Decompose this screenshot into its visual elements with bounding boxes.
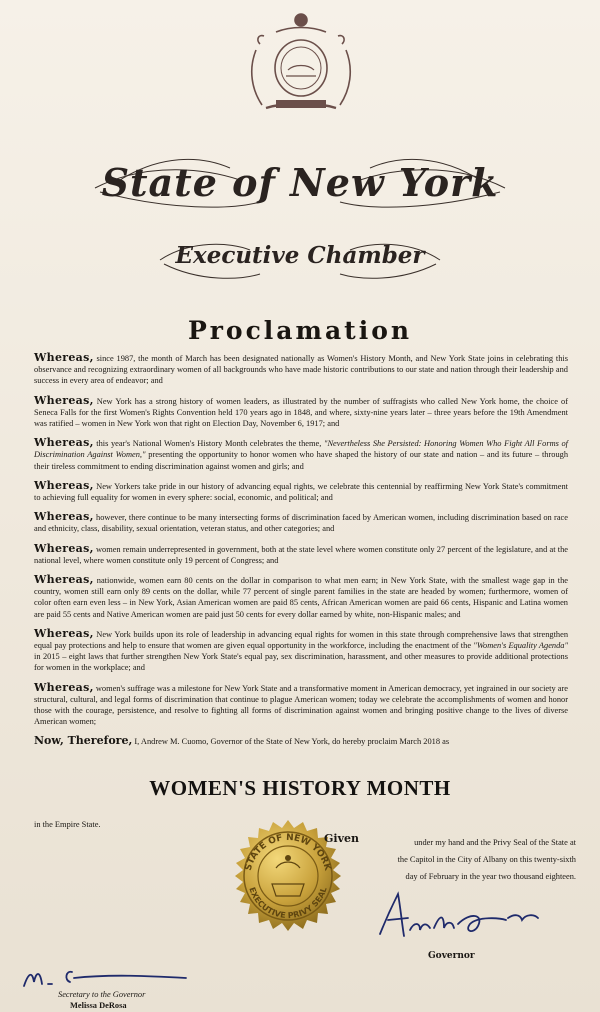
state-of-new-york-heading	[90, 150, 510, 220]
whereas-text: this year's National Women's History Month celebrates the theme,	[96, 439, 322, 449]
now-therefore-text: I, Andrew M. Cuomo, Governor of the State of New York, do hereby proclaim March 2018 as	[134, 737, 450, 747]
whereas-lead: Whereas,	[34, 541, 94, 555]
whereas-lead: Whereas,	[34, 478, 94, 492]
whereas-text: in 2015 – eight laws that further strengthen New York State's equal pay, sex discrimination, harassment, and other measures to provide additional protections for women in the workplace; and	[34, 652, 568, 673]
whereas-text: women's suffrage was a milestone for New York State and a transformative moment in American democracy, yet ingrained in our society are structural, cultural, and legal forms of discrimination that continue to plague American women; today we celebrate the accomplishments of women and honor those with the courage, persistence, and resolve to fighting all forms of discrimination against women and bringing positive change to the lives of diverse American women;	[34, 683, 569, 727]
whereas-text: however, there continue to be many intersecting forms of discrimination faced by American women, including discrimination based on race and ethnicity, class, disability, sexual orientation, veteran status, and other categories; and	[34, 513, 568, 534]
document-type-title: Proclamation	[187, 316, 413, 345]
seal-top-text: STATE OF NEW YORK	[243, 832, 333, 872]
whereas-paragraph	[34, 543, 568, 566]
agenda-emphasis: "Women's Equality Agenda"	[473, 641, 569, 651]
theme-emphasis: "Nevertheless She Persisted: Honoring Women Who Fight All Forms of Discrimination Against Women,"	[34, 439, 569, 460]
executive-chamber-heading	[150, 232, 450, 288]
whereas-lead: Whereas,	[34, 351, 94, 364]
whereas-text: New Yorkers take pride in our history of advancing equal rights, we celebrate this centennial by reaffirming New York State's commitment to achieving full equality for women in every sphere: social, economic, and political; and	[34, 481, 569, 503]
whereas-paragraph	[34, 682, 568, 728]
whereas-text: New York builds upon its role of leadership in advancing equal rights for women in this state through comprehensive laws that strengthen equal pay protections and help to ensure that women are given equal opportunity in the workforce, including the enactment of the	[34, 629, 569, 651]
whereas-text: women remain underrepresented in government, both at the state level where women constitute only 27 percent of the legislature, and at the national level, where women constitute only 19 percent of Congress; and	[34, 544, 569, 565]
secretary-title: Secretary to the Governor	[58, 990, 146, 999]
whereas-lead: Whereas,	[34, 510, 94, 524]
whereas-text: presenting the opportunity to honor women who have shaped the history of our state and nation – and its future – through their tireless commitment to ending discrimination against women and girls; and	[34, 450, 569, 471]
whereas-paragraph	[34, 480, 568, 503]
whereas-paragraph	[34, 628, 568, 674]
whereas-text: since 1987, the month of March has been designated nationally as Women's History Month, and New York State joins in celebrating this observance and recognizing extraordinary women of all backgrounds who have made historic contributions to our state and nation through their leadership and success in every area of endeavor; and	[34, 354, 569, 386]
given-line: day of February in the year two thousand eighteen.	[405, 872, 576, 881]
whereas-lead: Whereas,	[34, 436, 94, 450]
whereas-text: New York has a strong history of women leaders, as illustrated by the number of suffragists who called New York home, the choice of Seneca Falls for the first Women's Rights Convention held 170 years ago in 1848, and where, sixty-nine years later – three years before the 19th Amendment was ratified – women in New York won that right on Election Day, November 6, 1917; and	[34, 396, 568, 429]
state-name: State of New York	[101, 160, 499, 205]
proclaimed-title: WOMEN'S HISTORY MONTH	[149, 776, 451, 800]
given-lead: Given	[324, 832, 359, 845]
whereas-lead: Whereas,	[34, 680, 94, 694]
whereas-paragraph	[34, 511, 568, 534]
whereas-lead: Whereas,	[34, 393, 94, 407]
chamber-name: Executive Chamber	[175, 242, 425, 269]
whereas-paragraph	[34, 437, 568, 472]
secretary-name: Melissa DeRosa	[70, 1001, 127, 1010]
now-therefore-lead: Now, Therefore,	[34, 734, 133, 748]
given-line: the Capitol in the City of Albany on this twenty-sixth	[397, 855, 576, 864]
whereas-lead: Whereas,	[34, 626, 94, 640]
empire-state-line: in the Empire State.	[34, 820, 101, 829]
whereas-text: nationwide, women earn 80 cents on the dollar in comparison to what men earn; in New York State, with the smallest wage gap in the country, women still earn only 89 cents on the dollar, while 77 percent of single parent families in the state are headed by women; furthermore, women of color often earn even less – in New York, Asian American women are paid 85 cents, African American women are paid 66 cents, Hispanic and Latina women are paid 55 cents and Native American women are paid just 50 cents for every dollar earned by white, non-Hispanic males; and	[34, 576, 568, 619]
governor-signature	[374, 884, 550, 944]
given-text	[376, 834, 576, 885]
whereas-paragraph	[34, 395, 568, 430]
whereas-paragraph	[34, 574, 568, 620]
whereas-lead: Whereas,	[34, 573, 94, 587]
proclamation-body	[34, 352, 568, 747]
state-coat-of-arms-icon	[236, 10, 366, 120]
seal-bottom-text: EXECUTIVE PRIVY SEAL	[247, 885, 329, 921]
whereas-paragraph	[34, 352, 568, 387]
given-line: under my hand and the Privy Seal of the State at	[414, 838, 576, 847]
now-therefore-line	[34, 735, 568, 747]
governor-title: Governor	[428, 951, 475, 961]
